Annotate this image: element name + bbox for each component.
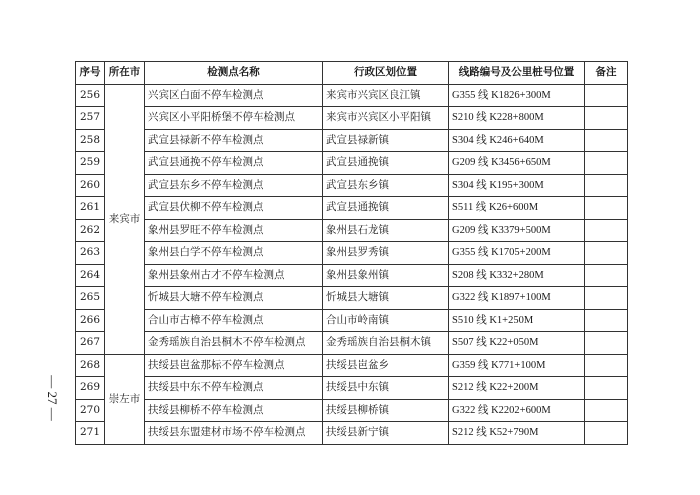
cell-route-location: G355 线 K1826+300M [449,84,585,107]
cell-admin-location: 象州县象州镇 [323,264,449,287]
cell-admin-location: 忻城县大塘镇 [323,287,449,310]
cell-route-location: S507 线 K22+050M [449,332,585,355]
cell-route-location: S304 线 K195+300M [449,174,585,197]
table-row [76,354,628,377]
cell-serial-number: 258 [76,129,105,152]
cell-city: 来宾市 [105,84,145,354]
cell-point-name: 金秀瑶族自治县桐木不停车检测点 [145,332,323,355]
header-no: 序号 [76,62,105,85]
cell-point-name: 武宣县东乡不停车检测点 [145,174,323,197]
cell-admin-location: 扶绥县中东镇 [323,377,449,400]
cell-route-location: G209 线 K3456+650M [449,152,585,175]
cell-note [585,197,628,220]
cell-admin-location: 合山市岭南镇 [323,309,449,332]
cell-admin-location: 武宣县禄新镇 [323,129,449,152]
header-admin-location: 行政区划位置 [323,62,449,85]
cell-route-location: S212 线 K52+790M [449,422,585,445]
cell-note [585,242,628,265]
cell-note [585,422,628,445]
cell-admin-location: 金秀瑶族自治县桐木镇 [323,332,449,355]
cell-point-name: 象州县白学不停车检测点 [145,242,323,265]
table-row [76,129,628,152]
cell-serial-number: 270 [76,399,105,422]
cell-note [585,377,628,400]
table-row [76,107,628,130]
cell-admin-location: 来宾市兴宾区小平阳镇 [323,107,449,130]
cell-route-location: S212 线 K22+200M [449,377,585,400]
cell-point-name: 象州县象州古才不停车检测点 [145,264,323,287]
cell-point-name: 合山市古樟不停车检测点 [145,309,323,332]
cell-serial-number: 268 [76,354,105,377]
header-name: 检测点名称 [145,62,323,85]
cell-note [585,309,628,332]
cell-serial-number: 260 [76,174,105,197]
cell-note [585,129,628,152]
header-route-location: 线路编号及公里桩号位置 [449,62,585,85]
cell-admin-location: 象州县石龙镇 [323,219,449,242]
cell-note [585,84,628,107]
cell-serial-number: 264 [76,264,105,287]
cell-serial-number: 269 [76,377,105,400]
cell-route-location: S210 线 K228+800M [449,107,585,130]
cell-note [585,152,628,175]
cell-admin-location: 武宣县东乡镇 [323,174,449,197]
cell-point-name: 象州县罗旺不停车检测点 [145,219,323,242]
table-row [76,399,628,422]
cell-serial-number: 259 [76,152,105,175]
cell-admin-location: 武宣县通挽镇 [323,197,449,220]
cell-note [585,354,628,377]
page-number [40,365,64,431]
cell-point-name: 忻城县大塘不停车检测点 [145,287,323,310]
header-note: 备注 [585,62,628,85]
cell-admin-location: 扶绥县岜盆乡 [323,354,449,377]
cell-route-location: G209 线 K3379+500M [449,219,585,242]
cell-admin-location: 象州县罗秀镇 [323,242,449,265]
cell-point-name: 扶绥县东盟建材市场不停车检测点 [145,422,323,445]
cell-note [585,107,628,130]
cell-route-location: G322 线 K1897+100M [449,287,585,310]
cell-note [585,219,628,242]
table-row [76,242,628,265]
cell-serial-number: 263 [76,242,105,265]
cell-serial-number: 257 [76,107,105,130]
cell-serial-number: 261 [76,197,105,220]
cell-note [585,287,628,310]
table-row [76,219,628,242]
table-row [76,309,628,332]
cell-route-location: S208 线 K332+280M [449,264,585,287]
cell-point-name: 兴宾区白面不停车检测点 [145,84,323,107]
table-header-row [76,62,628,85]
page-number-text: — 27 — [45,375,60,421]
table-row [76,197,628,220]
table-row [76,264,628,287]
cell-point-name: 武宣县伏柳不停车检测点 [145,197,323,220]
cell-route-location: G359 线 K771+100M [449,354,585,377]
cell-point-name: 扶绥县岜盆那标不停车检测点 [145,354,323,377]
cell-note [585,399,628,422]
cell-note [585,332,628,355]
cell-point-name: 扶绥县中东不停车检测点 [145,377,323,400]
inspection-points-table [75,61,628,445]
cell-note [585,264,628,287]
cell-city: 崇左市 [105,354,145,444]
cell-route-location: G322 线 K2202+600M [449,399,585,422]
cell-admin-location: 武宣县通挽镇 [323,152,449,175]
table-row [76,422,628,445]
table-row [76,84,628,107]
cell-point-name: 兴宾区小平阳桥堡不停车检测点 [145,107,323,130]
cell-point-name: 扶绥县柳桥不停车检测点 [145,399,323,422]
cell-route-location: S510 线 K1+250M [449,309,585,332]
cell-admin-location: 来宾市兴宾区良江镇 [323,84,449,107]
cell-route-location: S304 线 K246+640M [449,129,585,152]
table-row [76,332,628,355]
table-row [76,377,628,400]
cell-serial-number: 256 [76,84,105,107]
cell-route-location: G355 线 K1705+200M [449,242,585,265]
cell-serial-number: 267 [76,332,105,355]
table-row [76,287,628,310]
cell-serial-number: 271 [76,422,105,445]
cell-serial-number: 266 [76,309,105,332]
cell-admin-location: 扶绥县柳桥镇 [323,399,449,422]
table-row [76,174,628,197]
cell-route-location: S511 线 K26+600M [449,197,585,220]
table-row [76,152,628,175]
cell-point-name: 武宣县通挽不停车检测点 [145,152,323,175]
cell-point-name: 武宣县禄新不停车检测点 [145,129,323,152]
cell-note [585,174,628,197]
cell-serial-number: 262 [76,219,105,242]
header-city: 所在市 [105,62,145,85]
cell-serial-number: 265 [76,287,105,310]
table-body [76,84,628,444]
cell-admin-location: 扶绥县新宁镇 [323,422,449,445]
